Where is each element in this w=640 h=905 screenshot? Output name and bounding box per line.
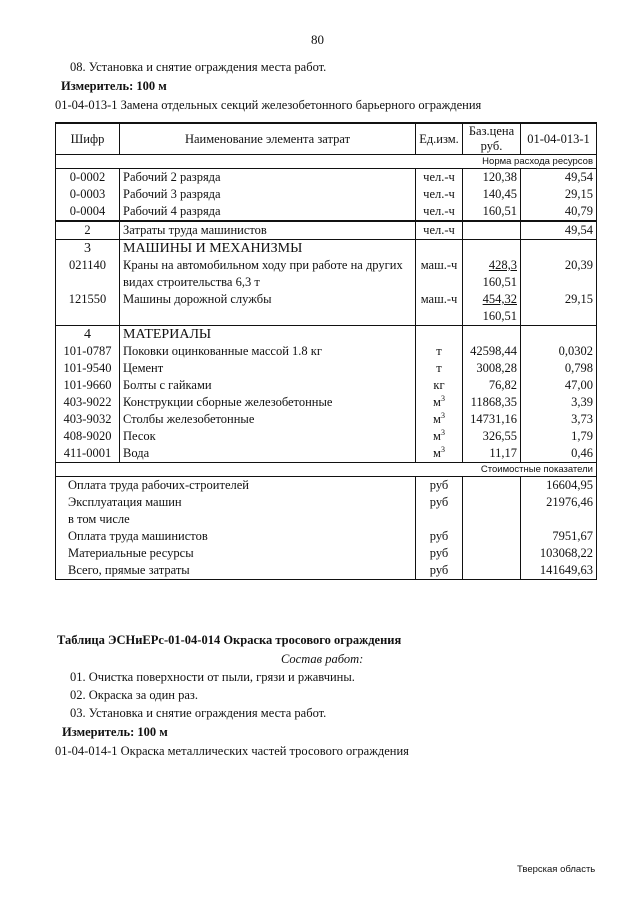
name-cell: Поковки оцинкованные массой 1.8 кг [120,343,416,360]
empty-cell [463,494,521,511]
unit-cell: руб [416,545,463,562]
value-cell: 21976,46 [521,494,597,511]
cost-row [56,494,597,511]
table-header-row [56,123,597,155]
cost-name: в том числе [56,511,416,528]
name-cell: Конструкции сборные железобетонные [120,394,416,411]
value-cell: 3,73 [521,411,597,428]
empty-cell [463,240,521,258]
norm-row [56,155,597,169]
price-line: 454,32 [482,292,517,306]
name-cell: Затраты труда машинистов [120,221,416,240]
name-cell: Цемент [120,360,416,377]
code-cell: 101-0787 [56,343,120,360]
value-cell: 20,39 [521,257,597,291]
composition-label: Состав работ: [281,652,364,666]
unit-cell: маш.-ч [416,257,463,291]
price-cell [463,257,521,291]
unit-exponent: 3 [440,444,445,454]
unit-cell: руб [416,562,463,580]
empty-cell [463,562,521,580]
table-row [56,343,597,360]
unit-cell [416,377,463,394]
price-cell: 3008,28 [463,360,521,377]
section-title: МАТЕРИАЛЫ [120,326,416,344]
table-title: Таблица ЭСНиЕРс-01-04-014 Окраска тросового ограждения [57,633,402,647]
cost-row [56,562,597,580]
unit-cell: маш.-ч [416,291,463,326]
name-cell [120,291,416,326]
footer-region: Тверская область [517,864,596,875]
code-cell: 403-9022 [56,394,120,411]
table-row [56,411,597,428]
code-cell: 408-9020 [56,428,120,445]
unit-cell [416,511,463,528]
unit-cell: чел.-ч [416,203,463,221]
unit-cell: чел.-ч [416,186,463,203]
norm-label: Норма расхода ресурсов [56,155,597,169]
cost-row [56,528,597,545]
unit-exponent: 3 [440,393,445,403]
name-line: Краны на автомобильном ходу при работе на других [123,258,403,272]
code-cell: 0-0003 [56,186,120,203]
code-cell: 101-9660 [56,377,120,394]
unit-cell: чел.-ч [416,169,463,187]
code-cell: 101-9540 [56,360,120,377]
unit-cell [416,445,463,463]
name-cell: Болты с гайками [120,377,416,394]
section-row [56,240,597,258]
table-row [56,169,597,187]
name-cell: Рабочий 2 разряда [120,169,416,187]
table-row [56,394,597,411]
header-cell: Шифр [56,123,120,155]
section-row [56,326,597,344]
unit-cell: чел.-ч [416,221,463,240]
header-cell: 01-04-013-1 [521,123,597,155]
unit-cell: руб [416,477,463,495]
value-cell: 0,46 [521,445,597,463]
price-cell: 11868,35 [463,394,521,411]
table-row [56,291,597,326]
work-item: 08. Установка и снятие ограждения места работ. [70,60,327,74]
cost-label-row [56,463,597,477]
price-line: 428,3 [488,258,517,272]
value-cell: 49,54 [521,169,597,187]
empty-cell [463,545,521,562]
page-number: 80 [311,32,324,47]
price-line: 160,51 [482,309,517,323]
unit-cell: руб [416,494,463,511]
empty-cell [463,477,521,495]
empty-cell [416,240,463,258]
empty-cell [463,528,521,545]
name-cell: Песок [120,428,416,445]
price-cell: 76,82 [463,377,521,394]
header-cell: Ед.изм. [416,123,463,155]
unit-text: м [433,412,441,426]
section-code: 4 [56,326,120,344]
table-row [56,428,597,445]
unit-cell [416,360,463,377]
code-cell: 0-0004 [56,203,120,221]
table-row [56,445,597,463]
name-line: Машины дорожной службы [123,292,272,306]
table-row [56,377,597,394]
code-cell: 2 [56,221,120,240]
cost-name: Эксплуатация машин [56,494,416,511]
code-cell: 021140 [56,257,120,291]
work-item: 03. Установка и снятие ограждения места работ. [70,706,327,720]
cost-name: Оплата труда машинистов [56,528,416,545]
empty-cell [463,326,521,344]
unit-exponent: 3 [440,427,445,437]
table-row [56,360,597,377]
value-cell: 0,0302 [521,343,597,360]
price-cell: 160,51 [463,203,521,221]
name-line: видах строительства 6,3 т [123,275,260,289]
unit-text: м [433,429,441,443]
value-cell: 1,79 [521,428,597,445]
header-cell: Баз.цена руб. [463,123,521,155]
measure-label-2: Измеритель: 100 м [62,725,168,739]
name-cell: Вода [120,445,416,463]
value-cell: 47,00 [521,377,597,394]
unit-text: кг [433,378,445,392]
value-cell: 0,798 [521,360,597,377]
price-cell [463,291,521,326]
cost-name: Всего, прямые затраты [56,562,416,580]
cost-name: Материальные ресурсы [56,545,416,562]
price-line: 160,51 [482,275,517,289]
value-cell: 29,15 [521,291,597,326]
section-title: МАШИНЫ И МЕХАНИЗМЫ [120,240,416,258]
price-cell: 11,17 [463,445,521,463]
cost-label: Стоимостные показатели [56,463,597,477]
header-cell: Наименование элемента затрат [120,123,416,155]
code-cell: 403-9032 [56,411,120,428]
name-cell: Рабочий 4 разряда [120,203,416,221]
value-cell: 49,54 [521,221,597,240]
cost-row [56,477,597,495]
name-cell: Столбы железобетонные [120,411,416,428]
work-item: 01. Очистка поверхности от пыли, грязи и ржавчины. [70,670,355,684]
price-cell: 14731,16 [463,411,521,428]
unit-cell [416,343,463,360]
value-cell: 7951,67 [521,528,597,545]
value-cell: 103068,22 [521,545,597,562]
price-cell: 326,55 [463,428,521,445]
value-cell [521,511,597,528]
unit-exponent: 3 [440,410,445,420]
empty-cell [463,511,521,528]
code-cell: 411-0001 [56,445,120,463]
section-code: 3 [56,240,120,258]
unit-cell [416,394,463,411]
cost-row [56,545,597,562]
unit-cell [416,411,463,428]
value-cell: 3,39 [521,394,597,411]
empty-cell [416,326,463,344]
code-title-2: 01-04-014-1 Окраска металлических частей тросового ограждения [55,744,409,758]
value-cell: 141649,63 [521,562,597,580]
unit-text: м [433,446,441,460]
price-cell [463,221,521,240]
table-row [56,221,597,240]
unit-text: т [436,361,442,375]
code-cell: 0-0002 [56,169,120,187]
cost-row [56,511,597,528]
table-row [56,186,597,203]
empty-cell [521,240,597,258]
price-cell: 140,45 [463,186,521,203]
work-item: 02. Окраска за один раз. [70,688,198,702]
code-cell: 121550 [56,291,120,326]
value-cell: 40,79 [521,203,597,221]
price-cell: 120,38 [463,169,521,187]
unit-text: м [433,395,441,409]
unit-cell: руб [416,528,463,545]
value-cell: 29,15 [521,186,597,203]
name-cell [120,257,416,291]
code-title: 01-04-013-1 Замена отдельных секций железобетонного барьерного ограждения [55,98,482,112]
table-row [56,257,597,291]
name-cell: Рабочий 3 разряда [120,186,416,203]
resource-table [55,122,597,580]
price-cell: 42598,44 [463,343,521,360]
value-cell: 16604,95 [521,477,597,495]
unit-cell [416,428,463,445]
table-row [56,203,597,221]
unit-text: т [436,344,442,358]
empty-cell [521,326,597,344]
measure-label: Измеритель: 100 м [61,79,167,93]
cost-name: Оплата труда рабочих-строителей [56,477,416,495]
